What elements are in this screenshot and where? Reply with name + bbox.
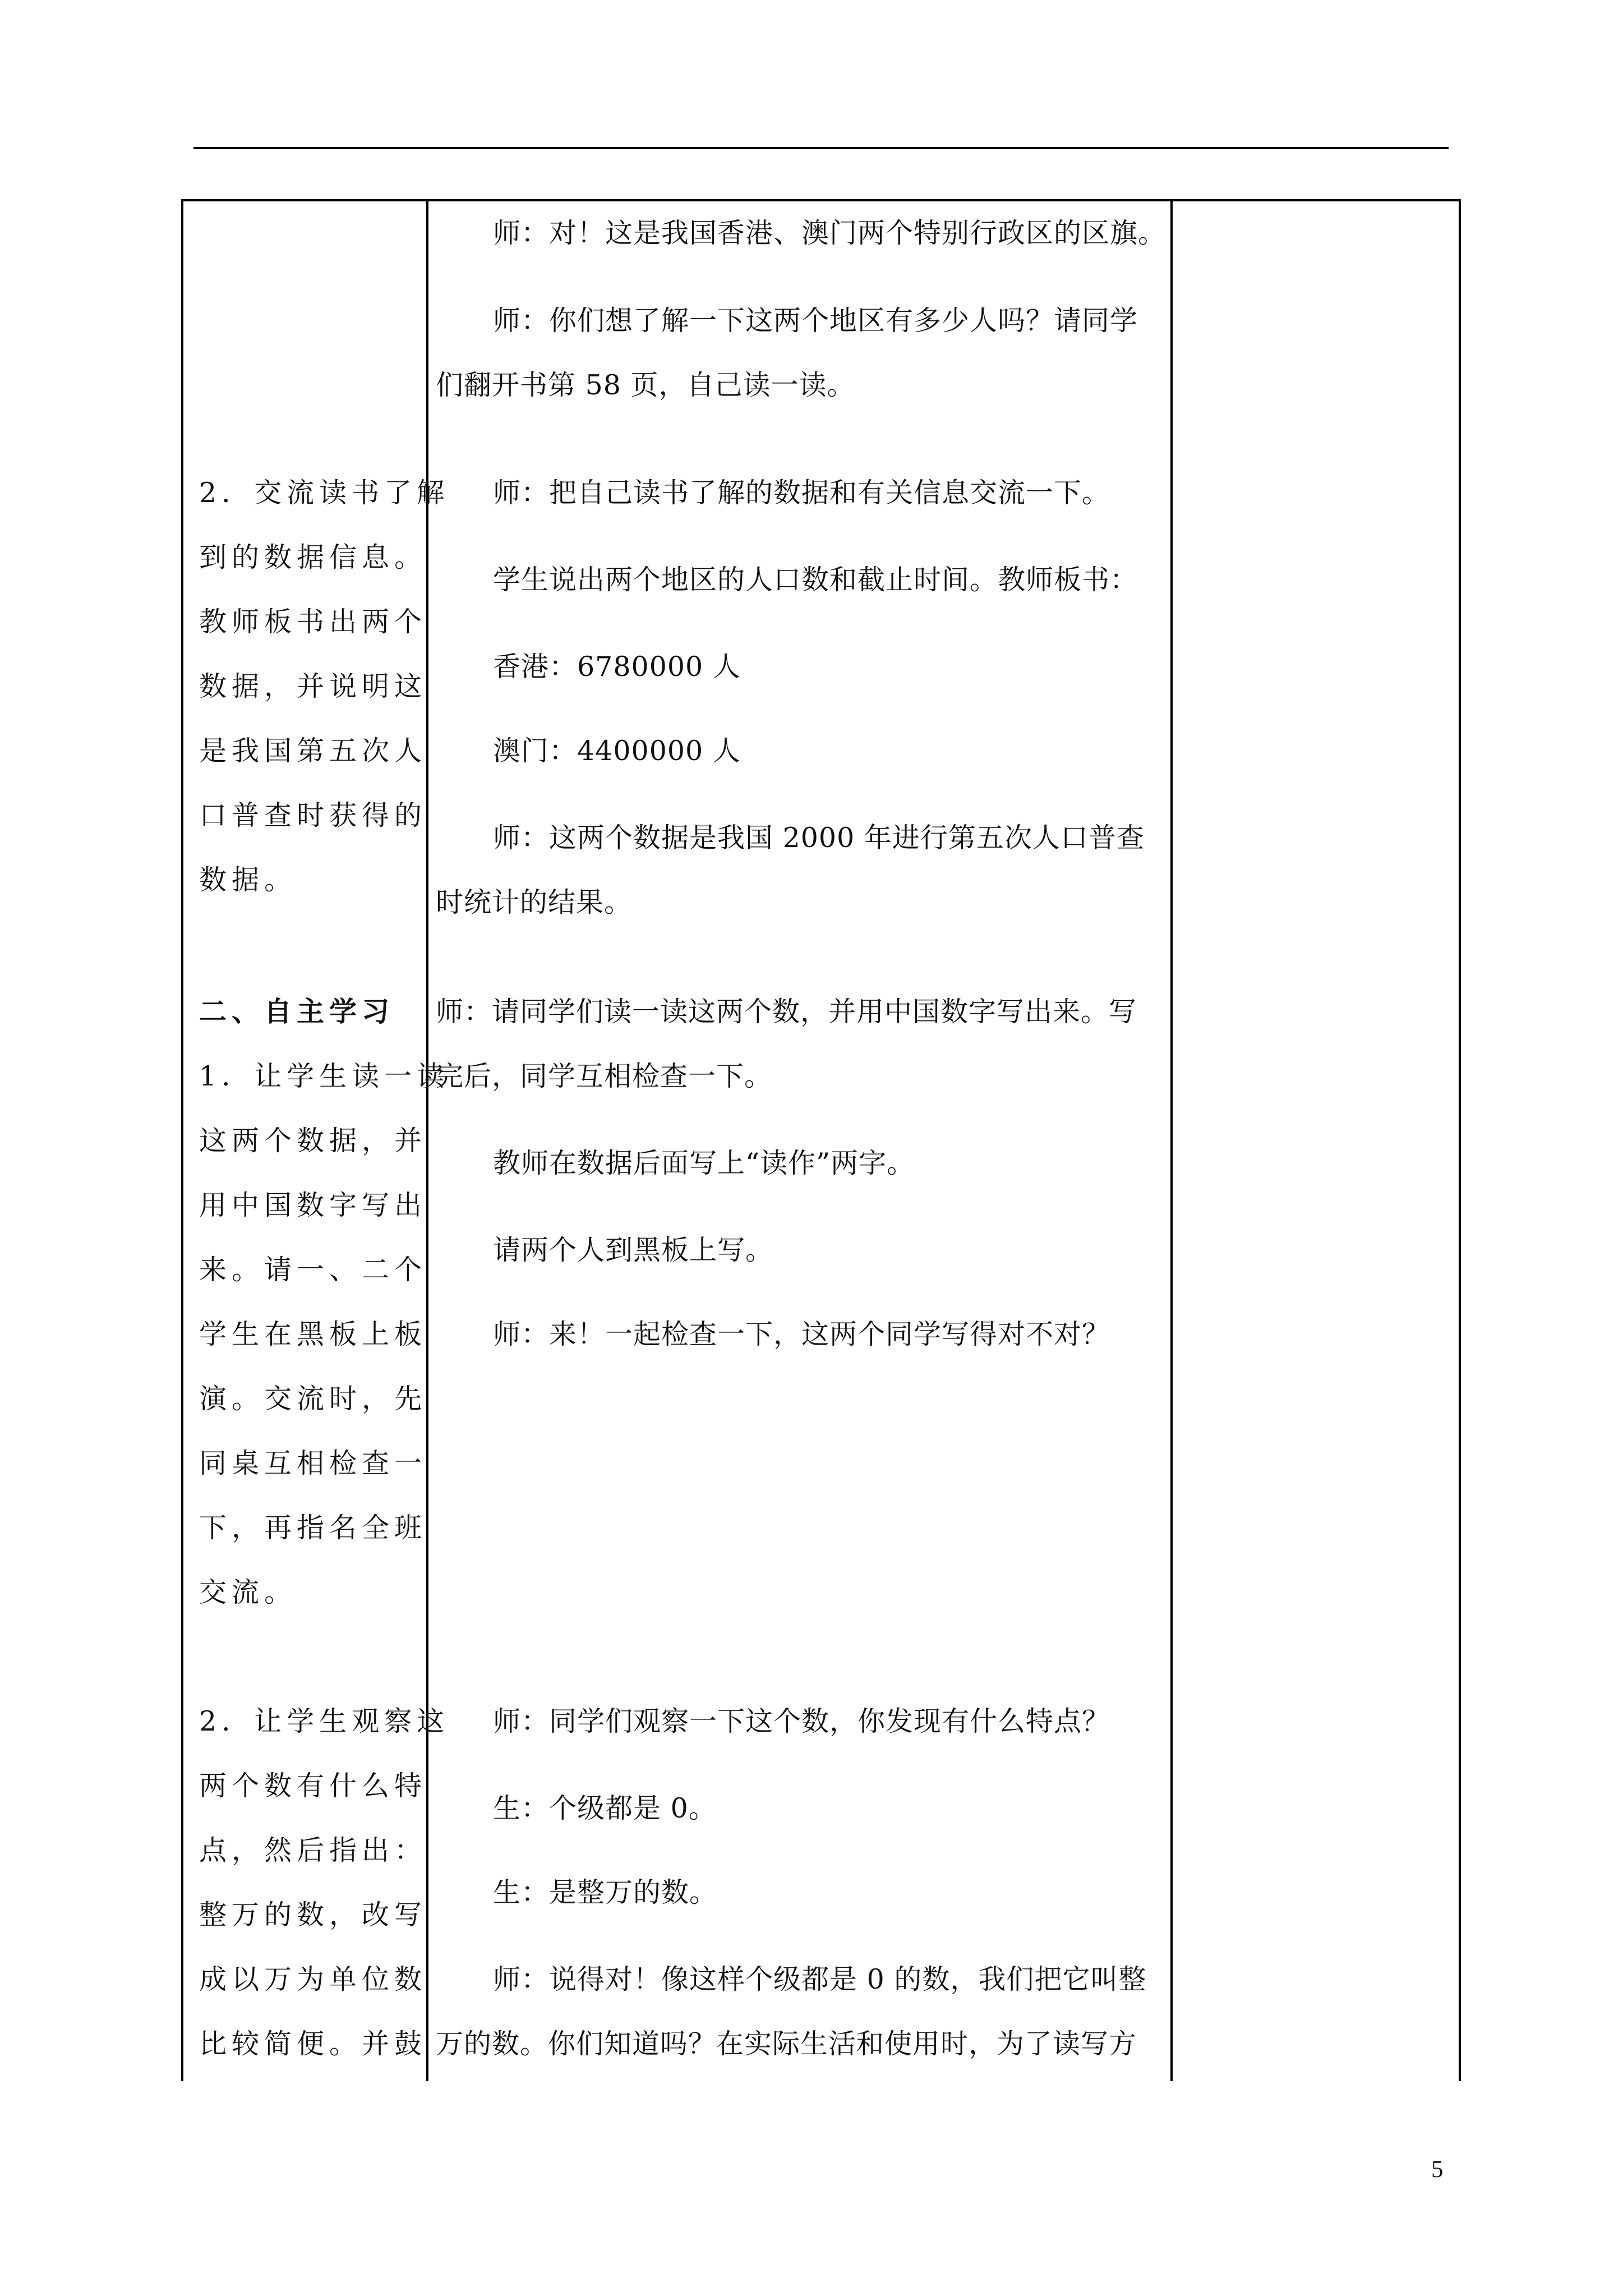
section-heading: 二、自主学习 — [199, 995, 395, 1028]
left-line: 2．让学生观察这 — [199, 1705, 450, 1737]
lesson-table — [181, 199, 1461, 2081]
left-line: 到的数据信息。 — [199, 541, 427, 573]
dialogue-line: 师：这两个数据是我国 2000 年进行第五次人口普查 — [493, 822, 1145, 854]
left-line: 整万的数，改写 — [199, 1899, 427, 1931]
dialogue-line: 万的数。你们知道吗？在实际生活和使用时，为了读写方 — [436, 2028, 1137, 2060]
dialogue-line: 请两个人到黑板上写。 — [493, 1234, 774, 1266]
dialogue-line: 们翻开书第 58 页，自己读一读。 — [436, 369, 855, 401]
dialogue-line: 学生说出两个地区的人口数和截止时间。教师板书： — [493, 564, 1138, 596]
header-rule — [193, 147, 1449, 149]
left-line: 演。交流时，先 — [199, 1383, 427, 1415]
left-line: 数据，并说明这 — [199, 670, 427, 702]
left-line: 这两个数据，并 — [199, 1125, 427, 1157]
dialogue-line: 教师在数据后面写上“读作”两字。 — [493, 1147, 915, 1179]
dialogue-line: 师：请同学们读一读这两个数，并用中国数字写出来。写 — [436, 996, 1137, 1028]
left-line: 比较简便。并鼓 — [199, 2028, 427, 2060]
left-line: 两个数有什么特 — [199, 1770, 427, 1802]
page-number: 5 — [1431, 2156, 1444, 2183]
dialogue-line: 师：你们想了解一下这两个地区有多少人吗？请同学 — [493, 305, 1138, 337]
left-line: 点，然后指出： — [199, 1834, 427, 1866]
left-line: 交流。 — [199, 1576, 297, 1608]
dialogue-line: 师：来！一起检查一下，这两个同学写得对不对？ — [493, 1318, 1110, 1350]
left-line: 同桌互相检查一 — [199, 1447, 427, 1479]
left-line: 2．交流读书了解 — [199, 477, 450, 509]
left-line: 口普查时获得的 — [199, 799, 427, 831]
notes-column — [1176, 201, 1456, 2081]
dialogue-line: 师：说得对！像这样个级都是 0 的数，我们把它叫整 — [493, 1963, 1147, 1995]
dialogue-line: 生：个级都是 0。 — [493, 1792, 717, 1824]
left-line: 是我国第五次人 — [199, 735, 427, 767]
dialogue-line: 生：是整万的数。 — [493, 1876, 718, 1908]
left-line: 来。请一、二个 — [199, 1254, 427, 1286]
dialogue-line: 澳门：4400000 人 — [493, 735, 741, 767]
left-line: 成以万为单位数 — [199, 1963, 427, 1995]
left-line: 教师板书出两个 — [199, 606, 427, 638]
dialogue-line: 师：把自己读书了解的数据和有关信息交流一下。 — [493, 477, 1110, 509]
left-line: 1．让学生读一读 — [199, 1060, 450, 1092]
left-line: 用中国数字写出 — [199, 1189, 427, 1221]
dialogue-line: 香港：6780000 人 — [493, 651, 741, 683]
dialogue-line: 完后，同学互相检查一下。 — [436, 1060, 773, 1092]
dialogue-line: 师：对！这是我国香港、澳门两个特别行政区的区旗。 — [493, 217, 1166, 249]
left-line: 下，再指名全班 — [199, 1512, 427, 1544]
dialogue-line: 师：同学们观察一下这个数，你发现有什么特点？ — [493, 1705, 1110, 1737]
left-line: 学生在黑板上板 — [199, 1318, 427, 1350]
dialogue-line: 时统计的结果。 — [436, 886, 633, 918]
left-line: 数据。 — [199, 864, 297, 896]
column-divider-2 — [1170, 201, 1173, 2081]
